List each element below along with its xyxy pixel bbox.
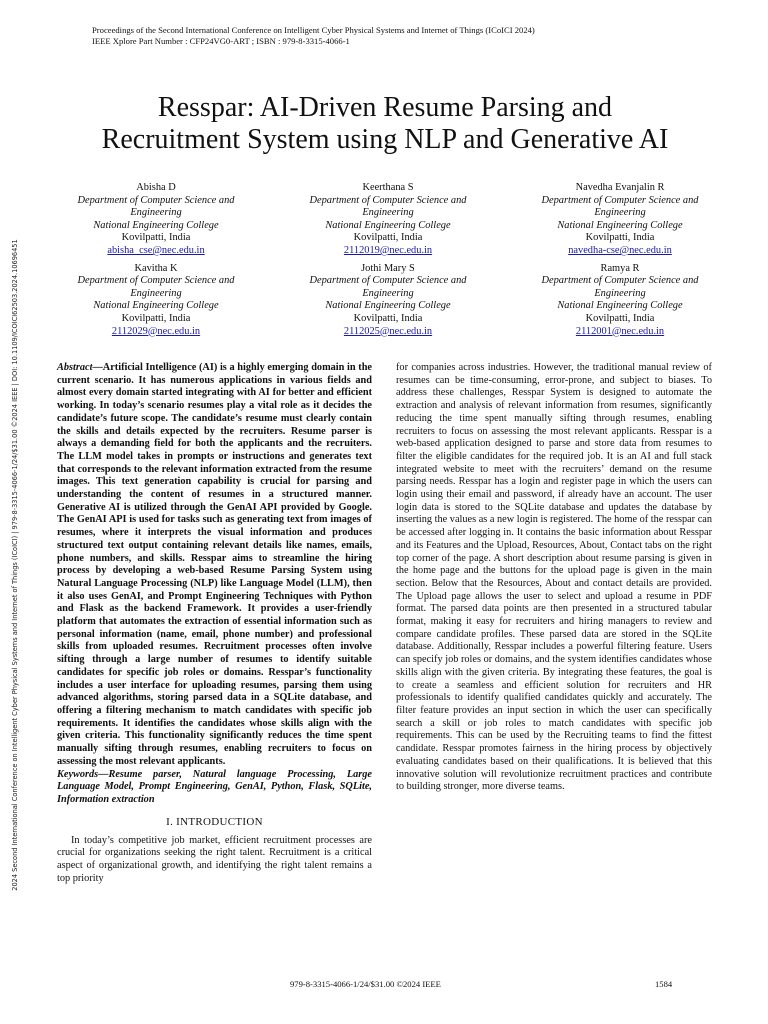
left-column [57, 362, 372, 885]
author-email-link[interactable]: 2112019@nec.edu.in [343, 244, 433, 256]
author-card [56, 182, 256, 258]
author-card [520, 263, 720, 339]
paper-title [40, 92, 730, 156]
author-email-link[interactable]: navedha-cse@nec.edu.in [568, 244, 672, 256]
author-location: Kovilpatti, India [353, 232, 423, 244]
title-line-2: Recruitment System using NLP and Generative AI [101, 124, 669, 155]
author-name: Keerthana S [362, 182, 414, 193]
author-row-1 [56, 182, 720, 258]
author-dept: Department of Computer Science and Engineering [77, 275, 235, 299]
author-location: Kovilpatti, India [585, 232, 655, 244]
author-location: Kovilpatti, India [585, 312, 655, 324]
author-dept: Department of Computer Science and Engineering [77, 194, 235, 219]
author-email-link[interactable]: 2112001@nec.edu.in [575, 325, 665, 337]
footer-page-number: 1584 [655, 979, 673, 989]
intro-paragraph-right: for companies across industries. However, the traditional manual review of resumes can be time-consuming, error-prone, and subject to biases. To address these challenges, Resspar System is designed to automate the extraction and analysis of relevant information from resumes, significantly reducing the time spent manually sifting through resumes, enabling recruiters to focus on assessing the most relevant applicants. Resspar is a web-based application designed to parse and store data from resumes to filter the eligible candidates for the required job. It is an AI and full stack integrated website to meet with the recruiters’ demand on the resume parsing needs. Resspar has a login and register page in which the users can login using their email and password, if already have an account. The user login data is stored to the SQLite database and updates the database by inserting the values as a new login is registered. The home of the resspar can be accessed after logging in. It contains the basic information about Resspar and its Features and the Upload, Resources, About, Contact tabs on the right top corner of the page. A short description about resume parsing is given in the home page and the buttons for the upload page is given in the main section. Below that the Resources, About and contact details are provided. The Upload page allows the user to select and upload a resume in PDF format. The parsed data points are then presented in a structured tabular format, making it easy for recruiters and hiring managers to review and compare candidate profiles. These parsed data are stored in the SQLite database. Additionally, Resspar includes a powerful filtering feature. Users can specify job roles or domains, and the system identifies candidates whose skills align with the given criteria. By integrating these features, the goal is to create a seamless and efficient solution for recruiters and HR professionals to identify qualified candidates quickly and accurately. The filter feature provides an input section in which the user can specifically search a skill or job roles to match candidates with specific job requirements. This can be used by the Recruiting teams to find the fittest candidate. Resspar promotes fairness in the hiring process by objectively evaluating candidates based on their qualifications. It is believed that this innovative solution will revolutionize recruitment practices and contribute to building stronger, more diverse teams. [396, 362, 712, 793]
header-line-2: IEEE Xplore Part Number : CFP24VG0-ART ; ISBN : 979-8-3315-4066-1 [92, 36, 350, 46]
author-card [288, 263, 488, 339]
author-card [56, 263, 256, 339]
author-email-link[interactable]: abisha_cse@nec.edu.in [107, 244, 205, 256]
abstract-body: —Artificial Intelligence (AI) is a highly emerging domain in the current scenario. It has numerous applications in various fields and almost every domain started integrating with AI for better and efficient working. In today’s scenario resumes play a vital role as it decides the candidate’s future scope. The candidate’s resume must clearly contain the skills and details expected by the recruiters. Resume parser is always a demanding field for both the applicants and the recruiters. The LLM model takes in prompts or instructions and generates text that corresponds to the relevant information extracted from the resume images. This text generation capability is crucial for parsing and understanding the content of resumes in a structured manner. Generative AI is utilized through the GenAI API provided by Google. The GenAI API is used for tasks such as generating text from images of resumes, where it interprets the visual information and produces structured text output containing relevant details like names, emails, phone numbers, and skills. Resspar aims to streamline the hiring process by developing a web-based Resume Parsing System using Natural Language Processing (NLP) like Language Model (LLM), then it also uses GenAI, and Prompt Engineering Techniques with Python and Flask as the backend Framework. It provides a user-friendly platform that automates the extraction of essential information such as personal information (name, email, phone number) and professional skills from uploaded resumes. Recruitment processes often involve sifting through a large number of resumes to identify suitable candidates for specific job roles or domains. Resspar’s functionality includes a user interface for uploading resumes, parsing them using advanced algorithms, storing parsed data in a SQLite database, and offering a filtering mechanism to match candidates with specific job requirements. It identifies the candidates whose skills align with the given criteria. This functionality significantly reduces the time spent manually sifting through resumes, enabling recruiters to focus on assessing the most relevant applicants. [57, 362, 372, 767]
author-name: Abisha D [136, 182, 176, 193]
author-dept: Department of Computer Science and Engineering [541, 194, 699, 219]
author-location: Kovilpatti, India [121, 232, 191, 244]
doi-side-strip [8, 180, 22, 950]
author-location: Kovilpatti, India [353, 312, 423, 324]
proceedings-header [92, 25, 692, 47]
author-dept: Department of Computer Science and Engineering [541, 275, 699, 299]
author-location: Kovilpatti, India [121, 312, 191, 324]
right-column [396, 362, 712, 794]
author-dept: Department of Computer Science and Engineering [309, 275, 467, 299]
author-card [288, 182, 488, 258]
author-name: Navedha Evanjalin R [575, 182, 665, 193]
author-email-link[interactable]: 2112029@nec.edu.in [111, 325, 201, 337]
author-dept: Department of Computer Science and Engineering [309, 194, 467, 219]
author-college: National Engineering College [557, 219, 683, 231]
abstract-lead: Abstract [57, 362, 93, 373]
author-college: National Engineering College [93, 300, 219, 312]
header-line-1: Proceedings of the Second International Conference on Intelligent Cyber Physical Systems and Internet of Things (ICoICI 2024) [92, 25, 535, 35]
author-college: National Engineering College [93, 219, 219, 231]
author-name: Ramya R [600, 262, 640, 274]
author-name: Kavitha K [134, 262, 178, 274]
author-college: National Engineering College [325, 300, 451, 312]
author-college: National Engineering College [557, 300, 683, 312]
footer-isbn: 979-8-3315-4066-1/24/$31.00 ©2024 IEEE [290, 979, 441, 989]
intro-paragraph-left: In today’s competitive job market, efficient recruitment processes are crucial for organizations seeking the right talent. Recruitment is a critical aspect of organizational growth, and identifying the right talent remains a top priority [57, 834, 372, 884]
abstract [57, 362, 372, 769]
author-block [56, 182, 720, 343]
keywords: Keywords—Resume parser, Natural language Processing, Large Language Model, Prompt Engineering, GenAI, Python, Flask, SQLite, Information extraction [57, 768, 372, 805]
section-heading-introduction: I. INTRODUCTION [166, 815, 263, 828]
author-row-2 [56, 263, 720, 339]
author-email-link[interactable]: 2112025@nec.edu.in [343, 325, 433, 337]
doi-side-text: 2024 Second International Conference on Intelligent Cyber Physical Systems and Internet of Things (ICoICI) | 979-8-3315-4066-1/24/$31.00 ©2024 IEEE | DOI: 10.1109/ICOICI62503.2024.10696451 [11, 239, 19, 891]
author-card [520, 182, 720, 258]
title-line-1: Resspar: AI-Driven Resume Parsing and [157, 92, 613, 123]
author-name: Jothi Mary S [361, 262, 415, 274]
author-college: National Engineering College [325, 219, 451, 231]
